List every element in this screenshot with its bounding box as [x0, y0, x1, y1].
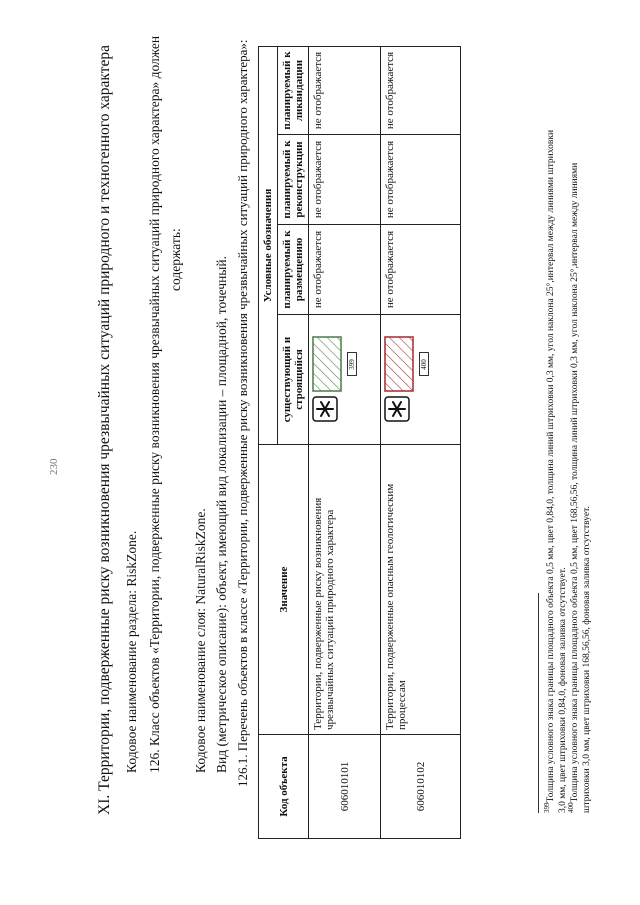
- page-number: 230: [48, 458, 60, 475]
- row-planned-place: не отображается: [309, 225, 381, 315]
- footnote-ref: 399: [347, 353, 357, 377]
- header-legend-group: Условные обозначения: [259, 47, 278, 445]
- objects-table: [258, 46, 461, 839]
- paragraph-class-description: 126. Класс объектов «Территории, подверженные риску возникновения чрезвычайных ситуаций природного характера» должен: [147, 35, 162, 773]
- paragraph-object-list-title: 126.1. Перечень объектов в классе «Территории, подверженные риску возникновения чрезвычайных ситуаций природного характера»:: [235, 39, 250, 787]
- paragraph-geometry-type: Вид (метрическое описание): объект, имеющий вид локализации – площадной, точечный.: [214, 256, 229, 773]
- hatch-legend: [384, 337, 429, 393]
- header-value: Значение: [259, 445, 309, 735]
- hatch-legend: [312, 337, 357, 393]
- row-planned-liq: не отображается: [309, 47, 381, 135]
- footnote-ref: 400: [419, 353, 429, 377]
- header-code: Код объекта: [259, 735, 309, 839]
- header-planned-place: планируемый к размещению: [278, 225, 309, 315]
- footnote-number: 400: [567, 802, 575, 813]
- footnote-text: 3,0 мм, цвет штриховки 0,84,0, фоновая заливка отсутствует.: [558, 567, 569, 813]
- section-heading: XI. Территории, подверженные риску возникновения чрезвычайных ситуаций природного и техногенного характера: [96, 44, 113, 815]
- header-planned-recon: планируемый к реконструкции: [278, 135, 309, 225]
- footnote-text: Толщина условного знака границы площадного объекта 0,5 мм, цвет 0,84,0, толщина линий штриховки 0,3 мм, угол наклона 25°,интервал между линиями штриховки: [546, 129, 557, 803]
- row-planned-recon: не отображается: [309, 135, 381, 225]
- table-row: [309, 47, 381, 839]
- snowflake-icon: [312, 397, 338, 423]
- footnote-number: 399: [543, 802, 551, 813]
- row-symbol-existing: [309, 315, 381, 445]
- hatch-swatch: [312, 337, 342, 393]
- footnote-text: Толщина условного знака границы площадного объекта 0,5 мм, цвет 168,56,56, толщина линий штриховки 0,3 мм, угол наклона 25°,интервал между линиями: [570, 162, 581, 803]
- paragraph-section-code: Кодовое наименование раздела: RiskZone.: [124, 530, 139, 773]
- row-value: Территории, подверженные риску возникновения чрезвычайных ситуаций природного характера: [309, 445, 381, 735]
- hatch-swatch: [384, 337, 414, 393]
- paragraph-class-description-cont: содержать:: [168, 228, 183, 291]
- header-planned-liq: планируемый к ликвидации: [278, 47, 309, 135]
- row-value: Территории, подверженные опасным геологическим процессам: [381, 445, 461, 735]
- row-code: 606010101: [309, 735, 381, 839]
- row-planned-recon: не отображается: [381, 135, 461, 225]
- table-row: [381, 47, 461, 839]
- footnote-divider: [538, 593, 539, 813]
- row-planned-place: не отображается: [381, 225, 461, 315]
- row-planned-liq: не отображается: [381, 47, 461, 135]
- hazard-icon: [384, 397, 410, 423]
- row-code: 606010102: [381, 735, 461, 839]
- footnote-400: [565, 163, 593, 813]
- paragraph-layer-code: Кодовое наименование слоя: NaturalRiskZone.: [193, 508, 208, 773]
- footnote-text: штриховки 3,0 мм, цвет штриховки 168,56,56, фоновая заливка отсутствует.: [582, 506, 593, 813]
- row-symbol-existing: [381, 315, 461, 445]
- header-existing: существующий и строящийся: [278, 315, 309, 445]
